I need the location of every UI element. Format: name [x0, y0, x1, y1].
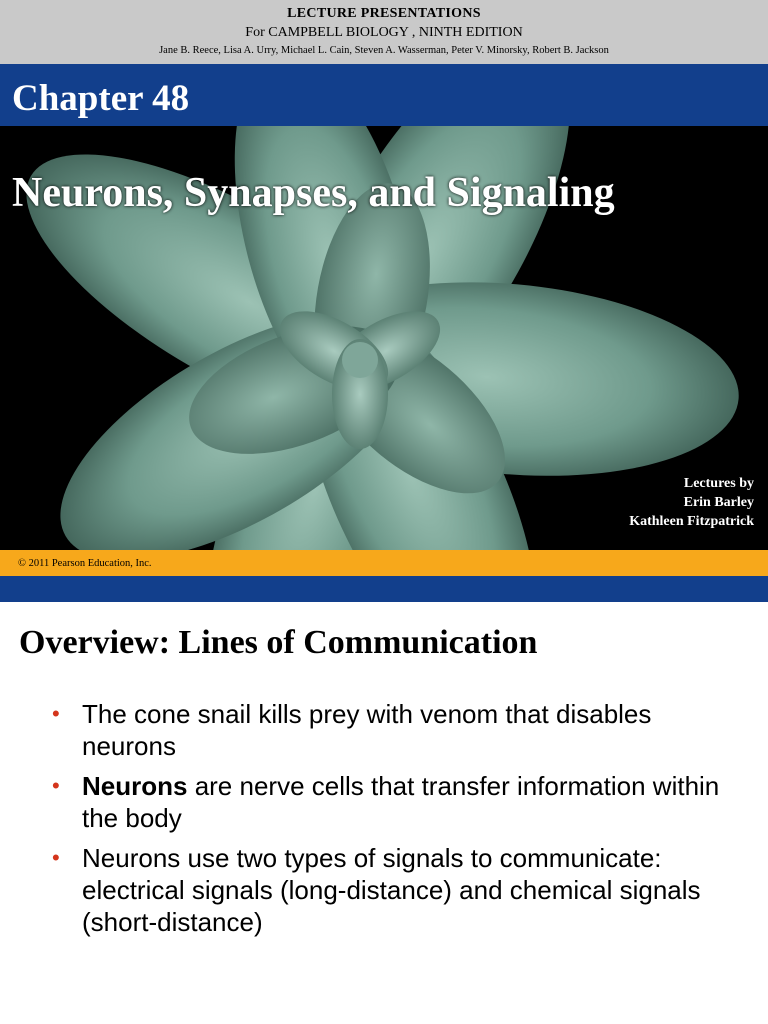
lecturers-label: Lectures by [683, 476, 754, 491]
bullet-text: are nerve cells that transfer information within the body [82, 771, 720, 833]
bullet-bold-term: Neurons [82, 771, 188, 801]
slide2-top-bar [0, 576, 768, 602]
lecturers-credit [629, 474, 754, 531]
header-authors: Jane B. Reece, Lisa A. Urry, Michael L. Cain, Steven A. Wasserman, Peter V. Minorsky, Robert B. Jackson [159, 45, 609, 56]
slide2-title: Overview: Lines of Communication [19, 624, 538, 661]
bullet-dot-icon: • [52, 773, 60, 798]
copyright-notice: © 2011 Pearson Education, Inc. [18, 558, 152, 569]
lecture-header [0, 0, 768, 64]
bullet-item [0, 842, 768, 938]
header-line-2: For CAMPBELL BIOLOGY , NINTH EDITION [245, 25, 523, 40]
bullet-text: The cone snail kills prey with venom that disables neurons [82, 699, 652, 761]
slide-main-title: Neurons, Synapses, and Signaling [12, 170, 615, 216]
bullet-text: Neurons use two types of signals to communicate: electrical signals (long-distance) and chemical signals (short-distance) [82, 843, 701, 937]
bullet-list [0, 698, 768, 946]
bullet-dot-icon: • [52, 845, 60, 870]
lecturer-name: Erin Barley [683, 495, 754, 510]
bullet-item [0, 770, 768, 834]
header-line-1: LECTURE PRESENTATIONS [287, 6, 481, 21]
bullet-dot-icon: • [52, 701, 60, 726]
lecturer-name: Kathleen Fitzpatrick [629, 514, 754, 529]
bullet-item [0, 698, 768, 762]
chapter-number: Chapter 48 [12, 78, 190, 119]
